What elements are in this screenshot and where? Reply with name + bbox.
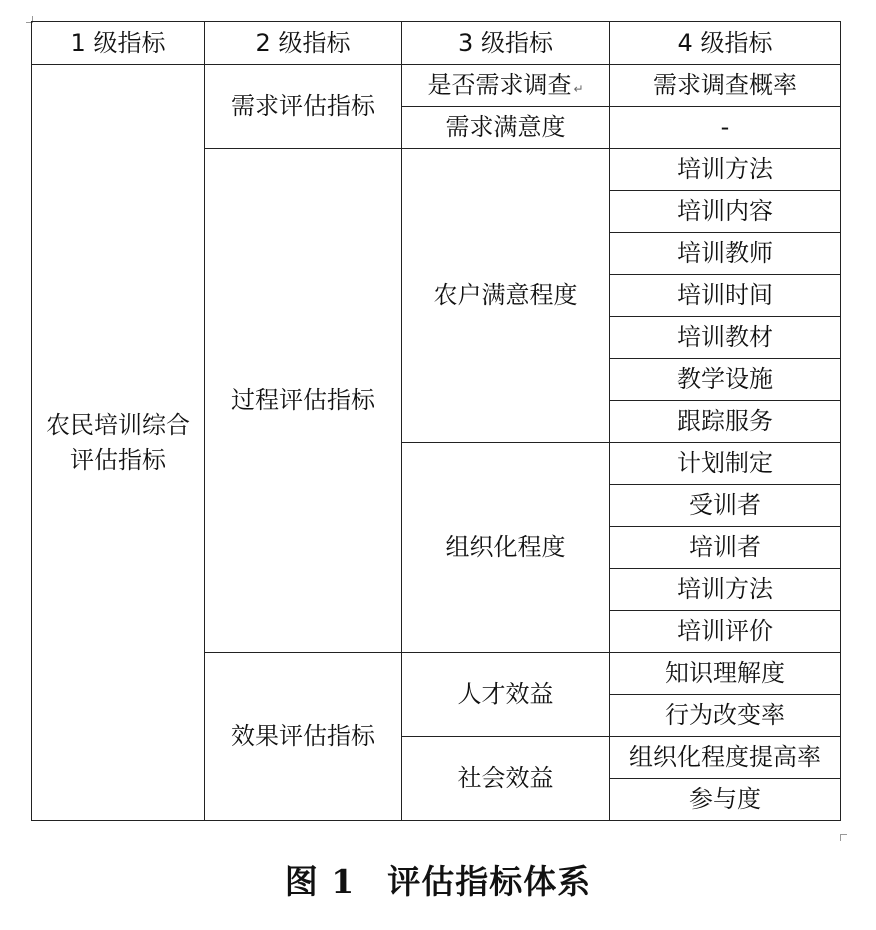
level4-plan-making: 计划制定 bbox=[610, 443, 841, 485]
level2-effect-assessment: 效果评估指标 bbox=[205, 653, 402, 821]
level2-process-assessment: 过程评估指标 bbox=[205, 149, 402, 653]
level4-dash: - bbox=[610, 107, 841, 149]
header-level-3: 3 级指标 bbox=[402, 22, 610, 65]
level4-follow-up-service: 跟踪服务 bbox=[610, 401, 841, 443]
level4-teaching-facilities: 教学设施 bbox=[610, 359, 841, 401]
level1-indicator: 农民培训综合评估指标 bbox=[46, 410, 190, 474]
level3-survey-conducted: 是否需求调查 bbox=[427, 71, 572, 100]
level1-indicator-cell bbox=[32, 65, 205, 821]
header-level-1: 1 级指标 bbox=[32, 22, 205, 65]
header-level-4: 4 级指标 bbox=[610, 22, 841, 65]
figure-caption bbox=[0, 856, 876, 903]
level4-training-time: 培训时间 bbox=[610, 275, 841, 317]
header-level-2: 2 级指标 bbox=[205, 22, 402, 65]
level2-demand-assessment: 需求评估指标 bbox=[205, 65, 402, 149]
level4-participation: 参与度 bbox=[610, 779, 841, 821]
level3-talent-benefit: 人才效益 bbox=[402, 653, 610, 737]
level4-knowledge-understanding: 知识理解度 bbox=[610, 653, 841, 695]
level4-training-method-2: 培训方法 bbox=[610, 569, 841, 611]
level3-farmer-satisfaction: 农户满意程度 bbox=[402, 149, 610, 443]
level4-survey-probability: 需求调查概率 bbox=[610, 65, 841, 107]
paragraph-mark-icon: ↵ bbox=[573, 82, 584, 97]
level3-organization-degree: 组织化程度 bbox=[402, 443, 610, 653]
level4-training-teacher: 培训教师 bbox=[610, 233, 841, 275]
figure-title: 评估指标体系 bbox=[387, 862, 592, 901]
level4-training-evaluation: 培训评价 bbox=[610, 611, 841, 653]
level4-trainers: 培训者 bbox=[610, 527, 841, 569]
level3-cell bbox=[402, 65, 610, 107]
figure-number: 图 1 bbox=[284, 862, 356, 901]
level3-social-benefit: 社会效益 bbox=[402, 737, 610, 821]
level4-training-content: 培训内容 bbox=[610, 191, 841, 233]
table-row bbox=[32, 65, 841, 107]
level3-demand-satisfaction: 需求满意度 bbox=[402, 107, 610, 149]
level4-training-materials: 培训教材 bbox=[610, 317, 841, 359]
indicator-table bbox=[31, 21, 841, 821]
level4-trainees: 受训者 bbox=[610, 485, 841, 527]
level4-training-method: 培训方法 bbox=[610, 149, 841, 191]
level4-organization-improvement-rate: 组织化程度提高率 bbox=[610, 737, 841, 779]
table-corner-mark-bottom-right bbox=[840, 834, 847, 841]
header-row bbox=[32, 22, 841, 65]
level4-behavior-change-rate: 行为改变率 bbox=[610, 695, 841, 737]
